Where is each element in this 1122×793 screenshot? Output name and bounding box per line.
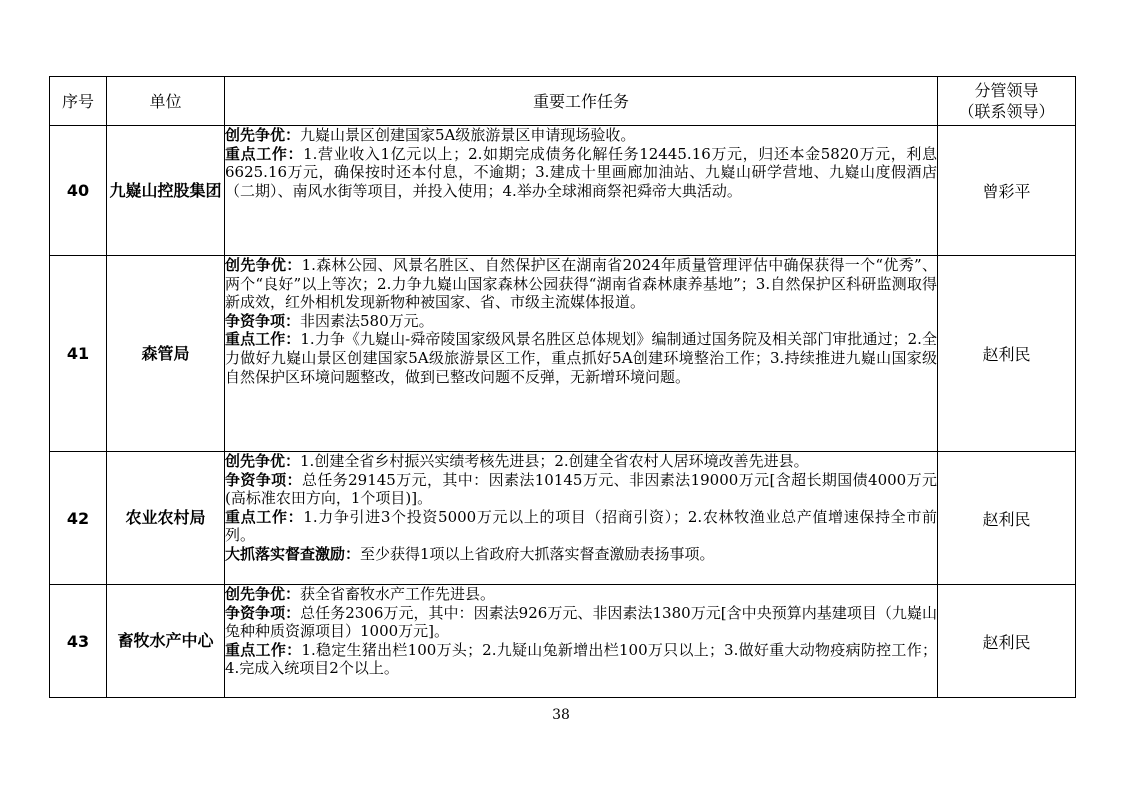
- page-number: 38: [552, 707, 570, 723]
- row-tasks: [225, 585, 938, 698]
- task-table: [49, 76, 1076, 698]
- task-text: 1.森林公园、风景名胜区、自然保护区在湖南省2024年质量管理评估中确保获得一个“优秀”、两个“良好”以上等次；2.力争九嶷山国家森林公园获得“湖南省森林康养基地”；3.自然保护区科研监测取得新成效，红外相机发现新物种被国家、省、市级主流媒体报道。: [225, 256, 937, 312]
- task-text: 1.力争《九嶷山-舜帝陵国家级风景名胜区总体规划》编制通过国务院及相关部门审批通过；2.全力做好九嶷山景区创建国家5A级旅游景区工作，重点抓好5A创建环境整治工作；3.持续推进九嶷山国家级自然保护区环境问题整改，做到已整改问题不反弹，无新增环境问题。: [225, 330, 937, 386]
- task-item: [225, 330, 937, 386]
- header-leader-line1: 分管领导: [974, 81, 1039, 100]
- task-label: 争资争项：: [225, 470, 302, 489]
- task-text: 至少获得1项以上省政府大抓落实督查激励表扬事项。: [360, 544, 715, 563]
- task-item: [225, 471, 937, 508]
- task-text: 1.力争引进3个投资5000万元以上的项目（招商引资）；2.农林牧渔业总产值增速保持全市前列。: [225, 507, 937, 545]
- task-text: 总任务29145万元，其中：因素法10145万元、非因素法19000万元[含超长期国债4000万元(高标准农田方向，1个项目)]。: [225, 470, 937, 508]
- task-label: 重点工作：: [225, 507, 304, 526]
- task-item: [225, 126, 937, 145]
- row-serial-number: 42: [50, 452, 107, 585]
- row-tasks: [225, 256, 938, 452]
- row-serial-number: 40: [50, 126, 107, 256]
- task-text: 总任务2306万元，其中：因素法926万元、非因素法1380万元[含中央预算内基建项目（九嶷山兔种种质资源项目）1000万元]。: [225, 603, 937, 641]
- table-row: [50, 452, 1076, 585]
- row-tasks: [225, 126, 938, 256]
- row-serial-number: 43: [50, 585, 107, 698]
- row-leader: 赵利民: [938, 256, 1076, 452]
- task-item: [225, 641, 937, 678]
- task-item: [225, 585, 937, 604]
- task-text: 获全省畜牧水产工作先进县。: [300, 585, 496, 603]
- row-leader: 曾彩平: [938, 126, 1076, 256]
- task-label: 创先争优：: [225, 126, 301, 144]
- row-unit: 森管局: [107, 256, 225, 452]
- table-row: [50, 256, 1076, 452]
- task-item: [225, 145, 937, 201]
- task-label: 重点工作：: [225, 144, 304, 163]
- row-unit: 农业农村局: [107, 452, 225, 585]
- task-label: 争资争项：: [225, 603, 301, 622]
- task-item: [225, 508, 937, 545]
- task-label: 争资争项：: [225, 311, 301, 330]
- table-header-row: [50, 77, 1076, 126]
- table-row: [50, 126, 1076, 256]
- task-label: 创先争优：: [225, 452, 301, 470]
- task-text: 1.创建全省乡村振兴实绩考核先进县；2.创建全省农村人居环境改善先进县。: [300, 452, 809, 470]
- task-item: [225, 545, 937, 564]
- header-leader: [938, 77, 1076, 126]
- task-text: 1.稳定生猪出栏100万头；2.九疑山兔新增出栏100万只以上；3.做好重大动物疫病防控工作；4.完成入统项目2个以上。: [225, 640, 937, 678]
- header-important-tasks: 重要工作任务: [225, 77, 938, 126]
- row-unit: 畜牧水产中心: [107, 585, 225, 698]
- row-tasks: [225, 452, 938, 585]
- task-item: [225, 452, 937, 471]
- task-text: 九嶷山景区创建国家5A级旅游景区申请现场验收。: [300, 126, 636, 144]
- task-label: 重点工作：: [225, 640, 302, 659]
- row-serial-number: 41: [50, 256, 107, 452]
- task-label: 重点工作：: [225, 330, 301, 349]
- header-unit: 单位: [107, 77, 225, 126]
- task-item: [225, 604, 937, 641]
- row-leader: 赵利民: [938, 585, 1076, 698]
- row-unit: 九嶷山控股集团: [107, 126, 225, 256]
- table-row: [50, 585, 1076, 698]
- header-serial-number: 序号: [50, 77, 107, 126]
- task-label: 创先争优：: [225, 585, 301, 603]
- task-label: 创先争优：: [225, 256, 302, 274]
- task-label: 大抓落实督查激励：: [225, 544, 361, 563]
- task-item: [225, 256, 937, 312]
- task-text: 1.营业收入1亿元以上；2.如期完成债务化解任务12445.16万元，归还本金5820万元，利息6625.16万元，确保按时还本付息，不逾期；3.建成十里画廊加油站、九嶷山研学营地、九嶷山度假酒店（二期）、南风水街等项目，并投入使用；4.举办全球湘商祭祀舜帝大典活动。: [225, 144, 937, 200]
- task-text: 非因素法580万元。: [300, 311, 434, 330]
- header-leader-line2: （联系领导）: [958, 102, 1055, 121]
- row-leader: 赵利民: [938, 452, 1076, 585]
- task-item: [225, 312, 937, 331]
